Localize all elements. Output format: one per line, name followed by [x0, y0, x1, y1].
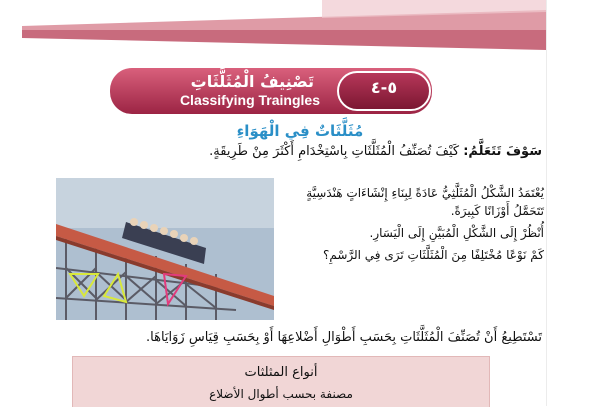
intro-line-2: أُنْظُرْ إِلَى الشَّكْلِ الْمُبَيَّنِ إِلَى الْيَسَارِ.	[369, 226, 544, 240]
section-subtitle: مُثَلَّثَاتٌ فِي الْهَوَاءِ	[236, 122, 364, 140]
objective-label: سَوْفَ تَتَعَلَّمُ:	[463, 144, 542, 159]
page-edge	[546, 0, 547, 406]
intro-line-1: يُعْتَمَدُ الشَّكْلُ الْمُثَلَّثِيُّ عَادَةً لِبِنَاءِ إِنْشَاءَاتٍ هَنْدَسِيَّةٍ تَتَحَمَّلُ أَوْزَانًا كَبِيرَةً.	[306, 186, 544, 218]
roller-coaster-photo	[56, 178, 274, 320]
lesson-title-banner	[108, 66, 434, 116]
top-decorative-wedge	[22, 0, 546, 60]
lesson-title-arabic: تَصْنِيفُ الْمُثَلَّثَاتِ	[190, 72, 314, 91]
intro-line-3: كَمْ نَوْعًا مُخْتَلِفًا مِنَ الْمُثَلَّثَاتِ تَرَى فِي الرَّسْمِ؟	[322, 248, 544, 262]
learning-objective	[209, 144, 542, 159]
intro-paragraph	[282, 184, 544, 268]
types-box-subtitle: مصنفة بحسب أطوال الأضلاع	[209, 387, 353, 401]
objective-text: كَيْفَ تُصَنِّفُ الْمُثَلَّثَاتِ بِاسْتِخْدَامِ أَكْثَرَ مِنْ طَرِيقَةٍ.	[209, 144, 460, 159]
lesson-number: ٥-٤	[370, 78, 398, 97]
triangle-types-box	[72, 356, 490, 407]
types-box-title: أنواع المثلثات	[244, 365, 318, 380]
classification-rule: تَسْتَطِيعُ أَنْ تُصَنِّفَ الْمُثَلَّثَاتِ بِحَسَبِ أَطْوَالِ أَضْلاعِهَا أَوْ بِحَسَبِ قِيَاسِ زَوَايَاهَا.	[146, 330, 542, 345]
lesson-title-english: Classifying Traingles	[179, 92, 320, 108]
